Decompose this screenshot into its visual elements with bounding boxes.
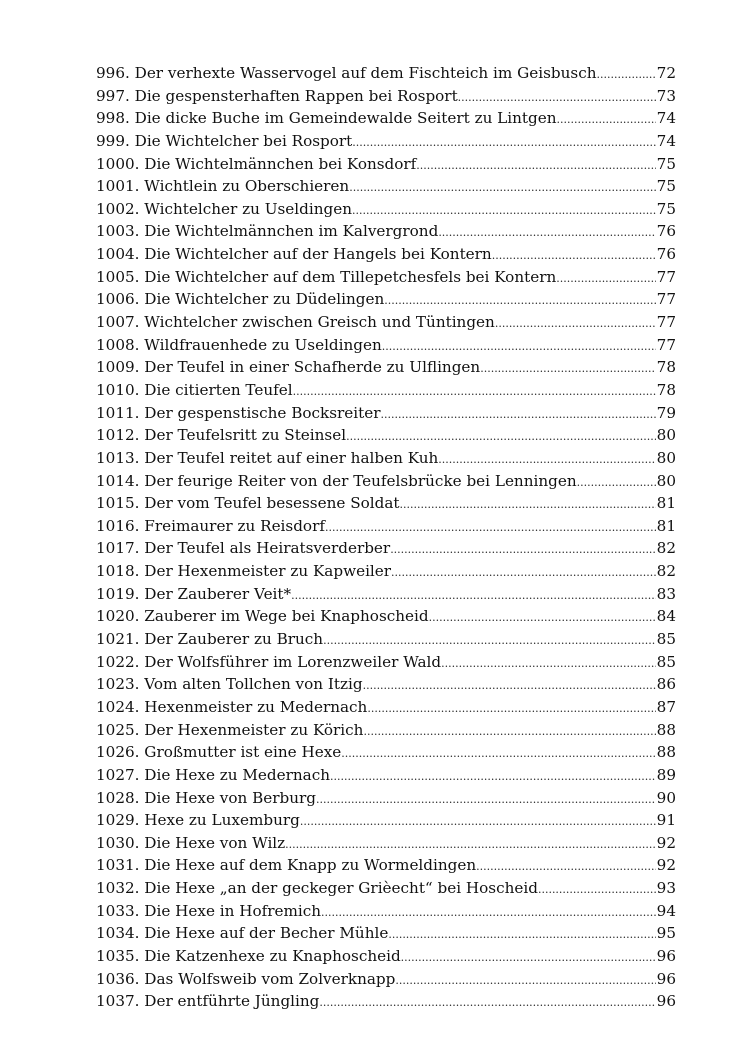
toc-entry-title: 996. Der verhexte Wasservogel auf dem Fischteich im Geisbusch [96, 64, 597, 82]
toc-entry-page: 85 [656, 652, 676, 671]
dot-leader [388, 924, 655, 945]
toc-entry-title: 1000. Die Wichtelmännchen bei Konsdorf [96, 154, 417, 173]
toc-entry [96, 651, 676, 674]
dot-leader [391, 562, 656, 583]
toc-entry-title: 1032. Die Hexe „an der geckeger Grièecht“ bei Hoscheid [96, 879, 538, 898]
dot-leader [401, 947, 656, 968]
toc-entry-page: 78 [656, 358, 676, 377]
toc-entry-page: 75 [656, 177, 676, 196]
dot-leader [382, 336, 656, 357]
toc-entry-page: 73 [656, 86, 676, 105]
toc-entry [96, 605, 676, 628]
dot-leader [384, 290, 655, 311]
toc-entry [96, 673, 676, 696]
dot-leader [438, 449, 655, 470]
dot-leader [399, 494, 655, 515]
dot-leader [557, 109, 656, 130]
toc-entry-title: 1001. Wichtlein zu Oberschieren [96, 177, 350, 196]
dot-leader [577, 472, 656, 493]
table-of-contents [96, 62, 676, 1013]
toc-entry-page: 77 [656, 313, 676, 332]
toc-entry-title: 1025. Der Hexenmeister zu Körich [96, 720, 364, 739]
toc-entry-page: 86 [656, 675, 676, 694]
toc-entry [96, 990, 676, 1013]
dot-leader [325, 517, 656, 538]
toc-entry-title: 999. Die Wichtelcher bei Rosport [96, 131, 353, 150]
toc-entry-page: 72 [656, 64, 676, 82]
dot-leader [380, 404, 655, 425]
toc-entry [96, 719, 676, 742]
toc-entry-title: 1009. Der Teufel in einer Schafherde zu Ulflingen [96, 358, 481, 377]
toc-entry [96, 334, 676, 357]
toc-entry-title: 1014. Der feurige Reiter von der Teufelsbrücke bei Lenningen [96, 471, 577, 490]
toc-entry-page: 89 [656, 765, 676, 784]
toc-entry-title: 1030. Die Hexe von Wilz [96, 833, 286, 852]
toc-entry-page: 88 [656, 743, 676, 762]
toc-entry [96, 492, 676, 515]
dot-leader [416, 155, 655, 176]
toc-entry-page: 75 [656, 199, 676, 218]
dot-leader [346, 426, 656, 447]
toc-entry-page: 88 [656, 720, 676, 739]
toc-entry-page: 96 [656, 969, 676, 988]
toc-entry [96, 900, 676, 923]
toc-entry [96, 356, 676, 379]
toc-entry [96, 311, 676, 334]
dot-leader [390, 539, 655, 560]
dot-leader [321, 902, 656, 923]
dot-leader [441, 653, 656, 674]
dot-leader [363, 675, 656, 696]
toc-entry-title: 1017. Der Teufel als Heiratsverderber [96, 539, 391, 558]
toc-entry-page: 76 [656, 222, 676, 241]
dot-leader [429, 607, 656, 628]
toc-entry [96, 130, 676, 153]
toc-entry-page: 94 [656, 901, 676, 920]
toc-entry-page: 92 [656, 856, 676, 875]
toc-entry-page: 84 [656, 607, 676, 626]
toc-entry [96, 922, 676, 945]
dot-leader [341, 743, 655, 764]
toc-entry [96, 877, 676, 900]
toc-entry-title: 1027. Die Hexe zu Medernach [96, 765, 331, 784]
toc-entry [96, 424, 676, 447]
toc-entry [96, 764, 676, 787]
toc-entry-title: 1037. Der entführte Jüngling [96, 992, 320, 1011]
toc-entry-page: 82 [656, 562, 676, 581]
dot-leader [556, 268, 655, 289]
toc-entry-page: 77 [656, 290, 676, 309]
toc-entry-page: 81 [656, 516, 676, 535]
dot-leader [293, 381, 656, 402]
toc-entry-title: 1023. Vom alten Tollchen von Itzig [96, 675, 363, 694]
dot-leader [492, 245, 656, 266]
toc-entry [96, 402, 676, 425]
toc-entry-title: 1004. Die Wichtelcher auf der Hangels bei Kontern [96, 245, 492, 264]
toc-entry-page: 77 [656, 267, 676, 286]
dot-leader [352, 200, 656, 221]
toc-entry-page: 93 [656, 879, 676, 898]
toc-entry-title: 997. Die gespensterhaften Rappen bei Rosport [96, 86, 458, 105]
toc-entry [96, 968, 676, 991]
toc-entry-title: 1015. Der vom Teufel besessene Soldat [96, 494, 400, 513]
toc-entry-page: 77 [656, 335, 676, 354]
toc-entry [96, 198, 676, 221]
dot-leader [330, 766, 656, 787]
dot-leader [285, 834, 656, 855]
toc-entry-title: 1018. Der Hexenmeister zu Kapweiler [96, 562, 392, 581]
toc-entry-title: 1008. Wildfrauenhede zu Useldingen [96, 335, 382, 354]
toc-entry-title: 1019. Der Zauberer Veit* [96, 584, 292, 603]
toc-entry [96, 62, 676, 85]
toc-entry [96, 220, 676, 243]
toc-entry-page: 83 [656, 584, 676, 603]
toc-entry [96, 696, 676, 719]
toc-entry-title: 998. Die dicke Buche im Gemeindewalde Seitert zu Lintgen [96, 109, 557, 128]
toc-entry-page: 91 [656, 811, 676, 830]
toc-entry-title: 1022. Der Wolfsführer im Lorenzweiler Wald [96, 652, 442, 671]
dot-leader [395, 970, 655, 991]
toc-entry [96, 628, 676, 651]
toc-entry-page: 78 [656, 380, 676, 399]
toc-entry [96, 243, 676, 266]
toc-entry [96, 288, 676, 311]
toc-entry-title: 1026. Großmutter ist eine Hexe [96, 743, 342, 762]
toc-entry-title: 1021. Der Zauberer zu Bruch [96, 630, 324, 649]
toc-entry-page: 85 [656, 630, 676, 649]
dot-leader [476, 856, 656, 877]
dot-leader [538, 879, 656, 900]
toc-entry-title: 1028. Die Hexe von Berburg [96, 788, 316, 807]
toc-entry-page: 82 [656, 539, 676, 558]
dot-leader [480, 358, 655, 379]
toc-entry [96, 537, 676, 560]
dot-leader [349, 177, 655, 198]
toc-entry-title: 1003. Die Wichtelmännchen im Kalvergrond [96, 222, 439, 241]
toc-entry [96, 741, 676, 764]
dot-leader [319, 992, 655, 1013]
dot-leader [438, 222, 655, 243]
toc-entry-page: 80 [656, 426, 676, 445]
toc-entry-page: 74 [656, 109, 676, 128]
toc-entry [96, 447, 676, 470]
toc-entry-title: 1012. Der Teufelsritt zu Steinsel [96, 426, 347, 445]
toc-entry [96, 583, 676, 606]
toc-entry-title: 1002. Wichtelcher zu Useldingen [96, 199, 353, 218]
dot-leader [316, 789, 656, 810]
toc-entry [96, 266, 676, 289]
toc-entry-page: 92 [656, 833, 676, 852]
dot-leader [367, 698, 655, 719]
toc-entry [96, 809, 676, 832]
toc-entry-title: 1010. Die citierten Teufel [96, 380, 293, 399]
toc-entry-title: 1006. Die Wichtelcher zu Düdelingen [96, 290, 385, 309]
toc-entry-title: 1031. Die Hexe auf dem Knapp zu Wormeldingen [96, 856, 477, 875]
toc-entry-page: 90 [656, 788, 676, 807]
dot-leader [363, 721, 655, 742]
toc-entry [96, 85, 676, 108]
toc-entry [96, 175, 676, 198]
toc-entry-page: 76 [656, 245, 676, 264]
toc-entry-title: 1016. Freimaurer zu Reisdorf [96, 516, 325, 535]
toc-entry-title: 1020. Zauberer im Wege bei Knaphoscheid [96, 607, 429, 626]
toc-entry-page: 95 [656, 924, 676, 943]
dot-leader [495, 313, 656, 334]
dot-leader [323, 630, 656, 651]
toc-entry-title: 1034. Die Hexe auf der Becher Mühle [96, 924, 389, 943]
dot-leader [596, 64, 655, 85]
toc-entry [96, 832, 676, 855]
dot-leader [458, 87, 656, 108]
toc-entry-page: 79 [656, 403, 676, 422]
toc-entry-title: 1029. Hexe zu Luxemburg [96, 811, 300, 830]
toc-entry-title: 1007. Wichtelcher zwischen Greisch und Tüntingen [96, 313, 495, 332]
toc-entry-title: 1033. Die Hexe in Hofremich [96, 901, 322, 920]
toc-entry [96, 515, 676, 538]
toc-entry [96, 945, 676, 968]
toc-entry-page: 96 [656, 946, 676, 965]
toc-entry-page: 87 [656, 697, 676, 716]
toc-entry-title: 1036. Das Wolfsweib vom Zolverknapp [96, 969, 396, 988]
toc-entry-page: 80 [656, 471, 676, 490]
toc-entry-page: 81 [656, 494, 676, 513]
toc-entry [96, 379, 676, 402]
toc-entry-title: 1035. Die Katzenhexe zu Knaphoscheid [96, 946, 401, 965]
dot-leader [300, 811, 656, 832]
toc-entry [96, 787, 676, 810]
toc-entry [96, 107, 676, 130]
toc-entry [96, 560, 676, 583]
toc-entry-page: 80 [656, 448, 676, 467]
toc-entry [96, 153, 676, 176]
dot-leader [352, 132, 655, 153]
toc-entry-title: 1011. Der gespenstische Bocksreiter [96, 403, 381, 422]
toc-entry-page: 96 [656, 992, 676, 1011]
toc-entry-page: 74 [656, 131, 676, 150]
toc-entry-page: 75 [656, 154, 676, 173]
toc-entry [96, 854, 676, 877]
toc-entry-title: 1024. Hexenmeister zu Medernach [96, 697, 368, 716]
toc-entry-title: 1005. Die Wichtelcher auf dem Tillepetchesfels bei Kontern [96, 267, 557, 286]
toc-entry [96, 470, 676, 493]
toc-entry-title: 1013. Der Teufel reitet auf einer halben Kuh [96, 448, 439, 467]
dot-leader [291, 585, 656, 606]
